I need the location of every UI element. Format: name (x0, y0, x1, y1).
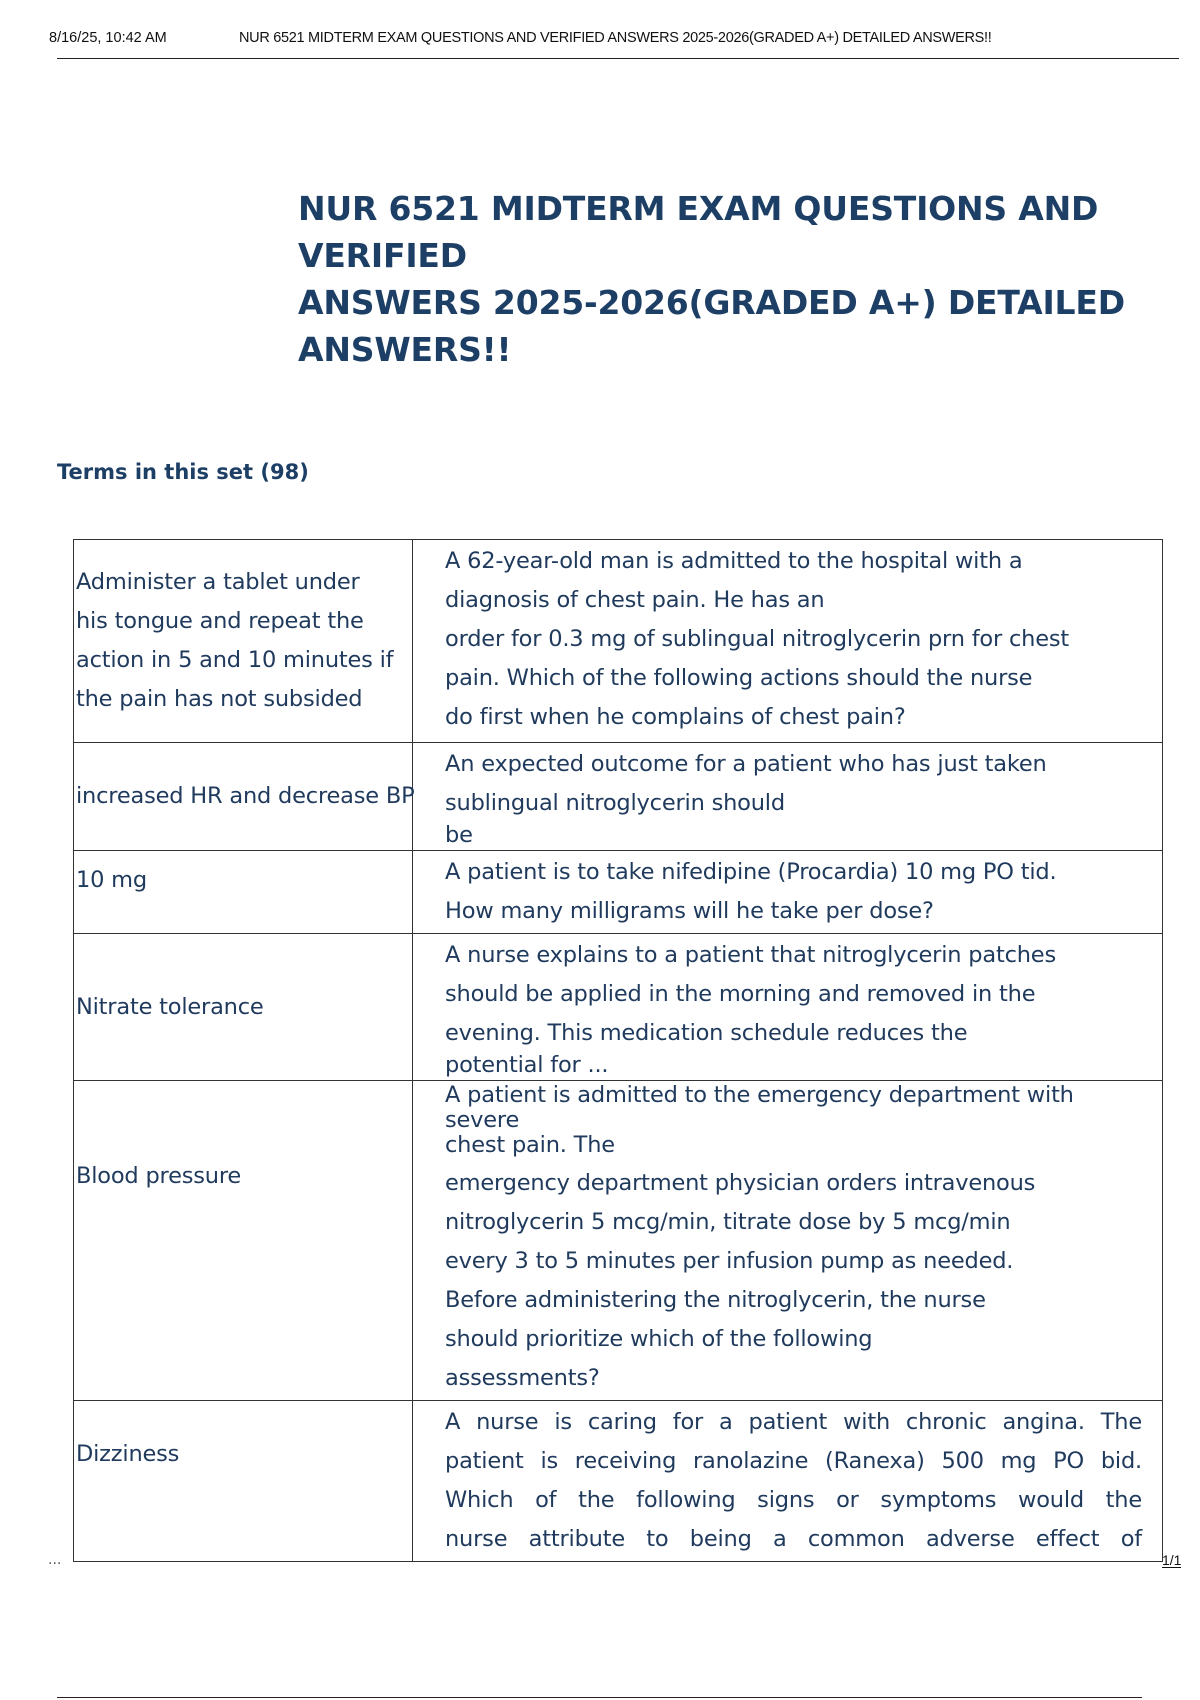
term-line: Nitrate tolerance (76, 993, 264, 1020)
term-cell (74, 851, 413, 934)
definition-line: order for 0.3 mg of sublingual nitroglycerin prn for chest (445, 626, 1070, 652)
term-cell (74, 1401, 413, 1562)
term-row (74, 934, 1163, 1081)
document-title-line: ANSWERS 2025-2026(GRADED A+) DETAILED (298, 283, 1125, 322)
definition-line: A patient is admitted to the emergency department with severe (445, 1082, 1074, 1133)
definition-line: A nurse is caring for a patient with chronic angina. The (445, 1409, 1142, 1435)
page-number: 1/1 (1162, 1552, 1182, 1568)
term-cell (74, 743, 413, 851)
definition-cell (413, 851, 1163, 934)
definition-line: pain. Which of the following actions should the nurse (445, 665, 1033, 691)
term-line: action in 5 and 10 minutes if (76, 647, 394, 673)
definition-line: evening. This medication schedule reduces the (445, 1020, 968, 1046)
definition-line: nitroglycerin 5 mcg/min, titrate dose by 5 mcg/min (445, 1209, 1011, 1235)
term-line: the pain has not subsided (76, 686, 363, 712)
term-row (74, 743, 1163, 851)
definition-line: Before administering the nitroglycerin, the nurse (445, 1287, 986, 1313)
term-line: 10 mg (76, 867, 147, 893)
definition-line: sublingual nitroglycerin should (445, 790, 785, 816)
term-line: his tongue and repeat the (76, 608, 364, 634)
definition-cell (413, 1401, 1163, 1562)
term-row (74, 851, 1163, 934)
definition-line: do first when he complains of chest pain? (445, 704, 906, 730)
definition-line: should be applied in the morning and removed in the (445, 981, 1036, 1007)
definition-line: diagnosis of chest pain. He has an (445, 587, 825, 613)
term-row (74, 1401, 1163, 1562)
definition-line: be (445, 822, 473, 848)
document-title-line: NUR 6521 MIDTERM EXAM QUESTIONS AND VERIFIED (298, 189, 1099, 275)
terms-table (73, 539, 1163, 1562)
term-line: increased HR and decrease BP (76, 783, 415, 809)
term-row (74, 1081, 1163, 1401)
definition-cell (413, 934, 1163, 1081)
document-title-line: ANSWERS!! (298, 330, 512, 369)
term-line: Dizziness (76, 1441, 180, 1467)
term-line: Blood pressure (76, 1163, 242, 1189)
definition-line: Which of the following signs or symptoms would the (445, 1487, 1142, 1513)
definition-cell (413, 743, 1163, 851)
term-cell (74, 540, 413, 743)
definition-cell (413, 540, 1163, 743)
definition-line: A patient is to take nifedipine (Procardia) 10 mg PO tid. (445, 859, 1057, 885)
definition-line: should prioritize which of the following (445, 1326, 873, 1352)
definition-line: every 3 to 5 minutes per infusion pump as needed. (445, 1248, 1014, 1274)
definition-line: chest pain. The (445, 1132, 615, 1158)
definition-cell (413, 1081, 1163, 1401)
term-cell (74, 934, 413, 1081)
continuation-ellipsis: ... (48, 1552, 62, 1568)
definition-line: patient is receiving ranolazine (Ranexa) 500 mg PO bid. (445, 1448, 1142, 1474)
bottom-divider (57, 1697, 1142, 1698)
terms-heading: Terms in this set (98) (57, 460, 309, 484)
print-header (49, 28, 1179, 59)
definition-line: How many milligrams will he take per dose? (445, 898, 934, 924)
definition-line: emergency department physician orders intravenous (445, 1170, 1036, 1196)
definition-line: An expected outcome for a patient who has just taken (445, 751, 1047, 777)
definition-line: nurse attribute to being a common adverse effect of (445, 1526, 1142, 1552)
definition-line: A nurse explains to a patient that nitroglycerin patches (445, 942, 1056, 968)
definition-line: A 62-year-old man is admitted to the hospital with a (445, 548, 1023, 574)
definition-line: potential for ... (445, 1052, 609, 1078)
term-row (74, 540, 1163, 743)
definition-line: assessments? (445, 1365, 600, 1391)
term-cell (74, 1081, 413, 1401)
print-date: 8/16/25, 10:42 AM (49, 30, 167, 46)
print-page-title: NUR 6521 MIDTERM EXAM QUESTIONS AND VERIFIED ANSWERS 2025-2026(GRADED A+) DETAILED ANSWERS!! (239, 30, 992, 46)
document-title (298, 185, 1198, 373)
term-line: Administer a tablet under (76, 569, 360, 595)
